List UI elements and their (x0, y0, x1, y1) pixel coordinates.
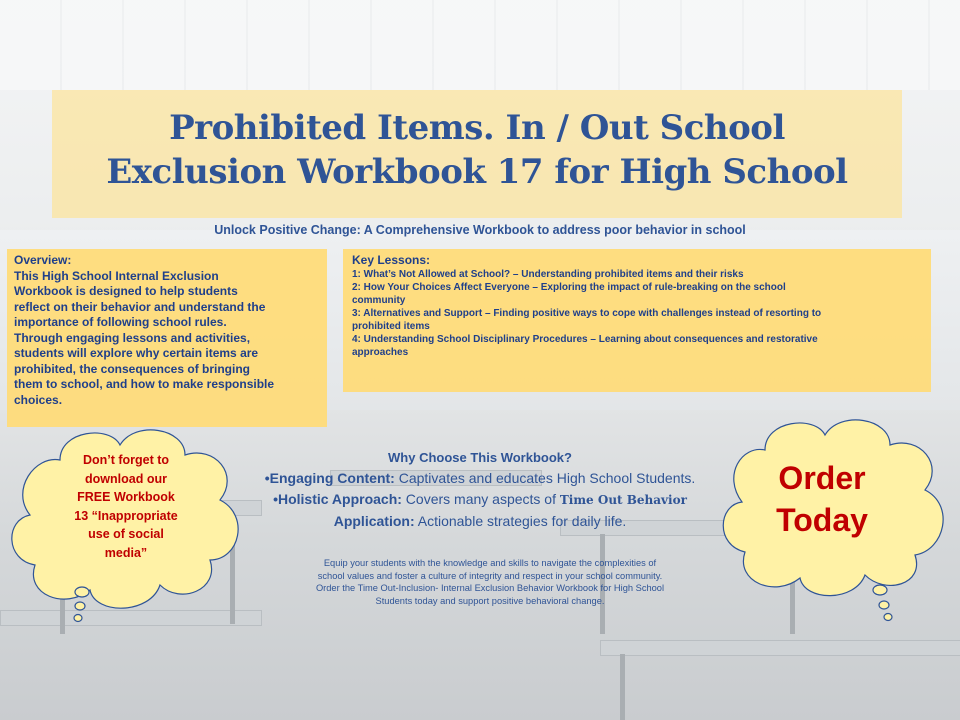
note-line: Don’t forget to (82, 453, 170, 467)
why-item-engaging (200, 468, 760, 489)
note-line: FREE Workbook (77, 490, 175, 504)
why-item-emphasis: Time Out Behavior (559, 493, 687, 507)
overview-line: choices. (14, 392, 63, 407)
why-item-application (200, 511, 760, 532)
why-item-label: •Holistic Approach: (273, 491, 402, 507)
why-item-label: Application: (333, 513, 415, 529)
note-line: download our (85, 471, 167, 486)
overview-line: importance of following school rules. (14, 315, 227, 329)
note-line: 13 “Inappropriate (74, 508, 178, 523)
ceiling (0, 0, 960, 90)
why-choose-section (200, 450, 760, 532)
why-heading: Why Choose This Workbook? (388, 450, 572, 465)
promo-line: Order the Time Out-Inclusion- Internal Exclusion Behavior Workbook for High School (315, 583, 665, 593)
why-item-text: Captivates and educates High School Students. (394, 470, 696, 486)
key-lesson-line: prohibited items (352, 321, 430, 332)
overview-line: reflect on their behavior and understand the (14, 299, 266, 314)
key-lesson-line: 2: How Your Choices Affect Everyone – Exploring the impact of rule-breaking on the school (352, 282, 786, 293)
desk-leg (620, 654, 625, 720)
order-today-button[interactable] (752, 457, 892, 541)
title-line-2: Exclusion Workbook 17 for High School (106, 152, 848, 192)
key-lesson-line: approaches (352, 347, 409, 358)
promo-line: school values and foster a culture of integrity and respect in your school community. (317, 570, 663, 581)
page-title (52, 106, 902, 194)
free-workbook-note[interactable] (40, 451, 212, 562)
overview-heading: Overview: (14, 253, 72, 267)
promo-line: Equip your students with the knowledge and skills to navigate the complexities of (323, 558, 657, 568)
why-item-holistic (200, 489, 760, 511)
key-lesson-line: 1: What’s Not Allowed at School? – Understanding prohibited items and their risks (352, 269, 744, 280)
order-line: Order (778, 460, 866, 496)
title-line-1: Prohibited Items. In / Out School (169, 108, 785, 148)
key-lesson-line: 3: Alternatives and Support – Finding positive ways to cope with challenges instead of resorting to (352, 308, 822, 319)
desk (600, 640, 960, 656)
overview-line: prohibited, the consequences of bringing (14, 361, 251, 376)
why-item-text: Actionable strategies for daily life. (414, 513, 627, 529)
key-lesson-line: 4: Understanding School Disciplinary Procedures – Learning about consequences and restorative (352, 334, 818, 345)
why-item-text: Covers many aspects of (401, 491, 560, 507)
promo-paragraph (250, 557, 730, 607)
note-line: use of social (88, 527, 164, 541)
note-line: media” (104, 545, 148, 560)
order-line: Today (776, 502, 868, 538)
overview-line: This High School Internal Exclusion (14, 268, 219, 283)
overview-box (7, 249, 327, 427)
promo-line: Students today and support positive behavioral change. (375, 595, 605, 606)
why-item-label: •Engaging Content: (264, 470, 395, 486)
overview-line: them to school, and how to make responsible (14, 377, 275, 391)
overview-line: students will explore why certain items are (14, 346, 259, 360)
key-lessons-box (343, 249, 931, 392)
subtitle: Unlock Positive Change: A Comprehensive Workbook to address poor behavior in school (214, 223, 746, 237)
key-lessons-heading: Key Lessons: (352, 253, 431, 267)
overview-line: Through engaging lessons and activities, (14, 330, 251, 345)
key-lesson-line: community (352, 295, 406, 306)
overview-line: Workbook is designed to help students (14, 284, 238, 298)
